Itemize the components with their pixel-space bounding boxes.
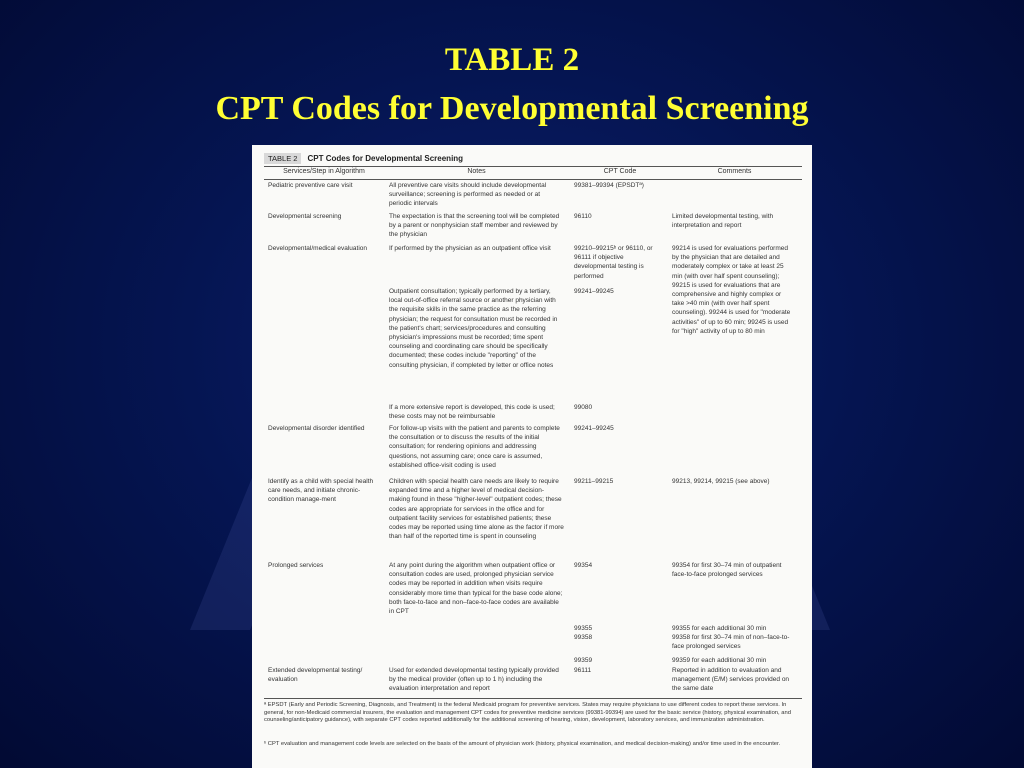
table-cell-notes: At any point during the algorithm when outpatient office or consultation codes are used, prolonged physician service codes may be reported in addition when visits require considerably more time than typical for the base code alone; both face-to-face and non–face-to-face codes are available in CPT [389, 562, 563, 616]
table-cell-service: Prolonged services [268, 562, 324, 569]
table-caption-tag: TABLE 2 [264, 153, 301, 164]
table-cell-service: Developmental disorder identified [268, 425, 365, 432]
footnote-a: ª EPSDT (Early and Periodic Screening, Diagnosis, and Treatment) is the federal Medicaid program for preventive services. States may require physicians to use different codes to report these services. In general, for non-Medicaid commercial insurers, the evaluation and management CPT codes for preventive medicine services (99381-99394) are used for the basic service (history, physical examination, and counseling/anticipatory guidance), with separate CPT codes reported additionally for the additional screening of hearing, vision, development, laboratory services, and immunization administration. [264, 702, 791, 724]
table-cell-service: Pediatric preventive care visit [268, 182, 353, 189]
table-cell-code: 99241–99245 [574, 288, 614, 295]
footnote-b: ᵇ CPT evaluation and management code levels are selected on the basis of the amount of physician work (history, physical examination, and medical decision-making) and/or time used in the encounter. [264, 741, 781, 747]
table-caption [264, 152, 463, 164]
table-cell-notes: If a more extensive report is developed, this code is used; these costs may not be reimbursable [389, 404, 555, 421]
table-cell-code: 99241–99245 [574, 425, 614, 432]
table-cell-code: 99354 [574, 562, 593, 569]
table-cell-code: 96110 [574, 213, 592, 220]
table-cell-notes: All preventive care visits should include developmental surveillance; screening is performed as needed or at periodic intervals [389, 182, 547, 208]
table-cell-service: Developmental screening [268, 213, 342, 220]
table-footer-divider [264, 698, 802, 699]
table-cell-code: 99355 99358 [574, 625, 593, 642]
table-cell-code: 99080 [574, 404, 593, 411]
table-header-row [264, 166, 802, 180]
table-cell-comments: 99354 for first 30–74 min of outpatient face-to-face prolonged services [672, 562, 782, 579]
table-caption-title: CPT Codes for Developmental Screening [307, 153, 464, 163]
slide-subtitle: CPT Codes for Developmental Screening [215, 90, 809, 127]
table-cell-service: Developmental/medical evaluation [268, 245, 368, 252]
table-cell-comments: 99213, 99214, 99215 (see above) [672, 478, 770, 485]
table-cell-service: Extended developmental testing/ evaluation [268, 667, 363, 684]
table-cell-comments: Limited developmental testing, with interpretation and report [672, 213, 774, 230]
table-cell-notes: If performed by the physician as an outpatient office visit [389, 245, 551, 252]
header-notes: Notes [467, 168, 486, 175]
table-document [252, 145, 812, 768]
table-cell-code: 99359 [574, 657, 593, 664]
slide-title: TABLE 2 [444, 42, 580, 78]
table-cell-notes: Children with special health care needs are likely to require expanded time and a higher level of medical decision-making found in these "higher-level" outpatient codes; these codes are appropriate for services in the office and for outpatient facility services for established patients; these codes may be reported using time alone as the factor if more than half of the reported time is spent in counseling [389, 478, 564, 541]
header-cpt-code: CPT Code [603, 168, 637, 175]
table-cell-code: 99381–99394 (EPSDTª) [574, 182, 644, 189]
table-cell-code: 99210–99215ᵇ or 96110, or 96111 if objective developmental testing is performed [574, 245, 653, 280]
table-cell-comments: 99355 for each additional 30 min 99358 for first 30–74 min of non–face-to-face prolonged services [672, 625, 790, 651]
table-cell-comments: 99359 for each additional 30 min [672, 657, 767, 664]
table-cell-comments: 99214 is used for evaluations performed by the physician that are detailed and moderately complex or take at least 25 min (with over half spent counseling); 99215 is used for evaluations that are comprehensive and highly complex or take >40 min (with over half spent counseling). 99244 is used for "moderate activities" of up to 60 min; 99245 is used for "high" activity of up to 80 min [672, 245, 791, 335]
table-cell-notes: For follow-up visits with the patient and parents to complete the consultation or to discuss the results of the initial consultation; for rendering opinions and addressing questions, not assuming care; once care is assumed, established office-visit coding is used [389, 425, 560, 469]
table-cell-notes: The expectation is that the screening tool will be completed by a parent or nonphysician staff member and reviewed by the physician [389, 213, 560, 239]
table-cell-code: 96111 [574, 667, 592, 674]
table-cell-service: Identify as a child with special health care needs, and initiate chronic-condition manage-ment [268, 478, 374, 504]
header-services: Services/Step in Algorithm [283, 168, 365, 175]
table-cell-notes: Used for extended developmental testing typically provided by the medical provider (often up to 1 h) including the evaluation interpretation and report [389, 667, 559, 693]
table-cell-code: 99211–99215 [574, 478, 614, 485]
table-cell-comments: Reported in addition to evaluation and management (E/M) services provided on the same date [672, 667, 790, 693]
table-cell-notes: Outpatient consultation; typically performed by a tertiary, local out-of-office referral source or another physician with the requisite skills in the same practice as the referring physician; the request for consultation must be recorded in the patient's chart; services/procedures and consulting physician's impressions must be recorded; time spent counseling and coordinating care should be specifically documented; these codes include "reporting" of the consulting physician, if completed by letter or office notes [389, 288, 558, 369]
header-comments: Comments [717, 168, 752, 175]
